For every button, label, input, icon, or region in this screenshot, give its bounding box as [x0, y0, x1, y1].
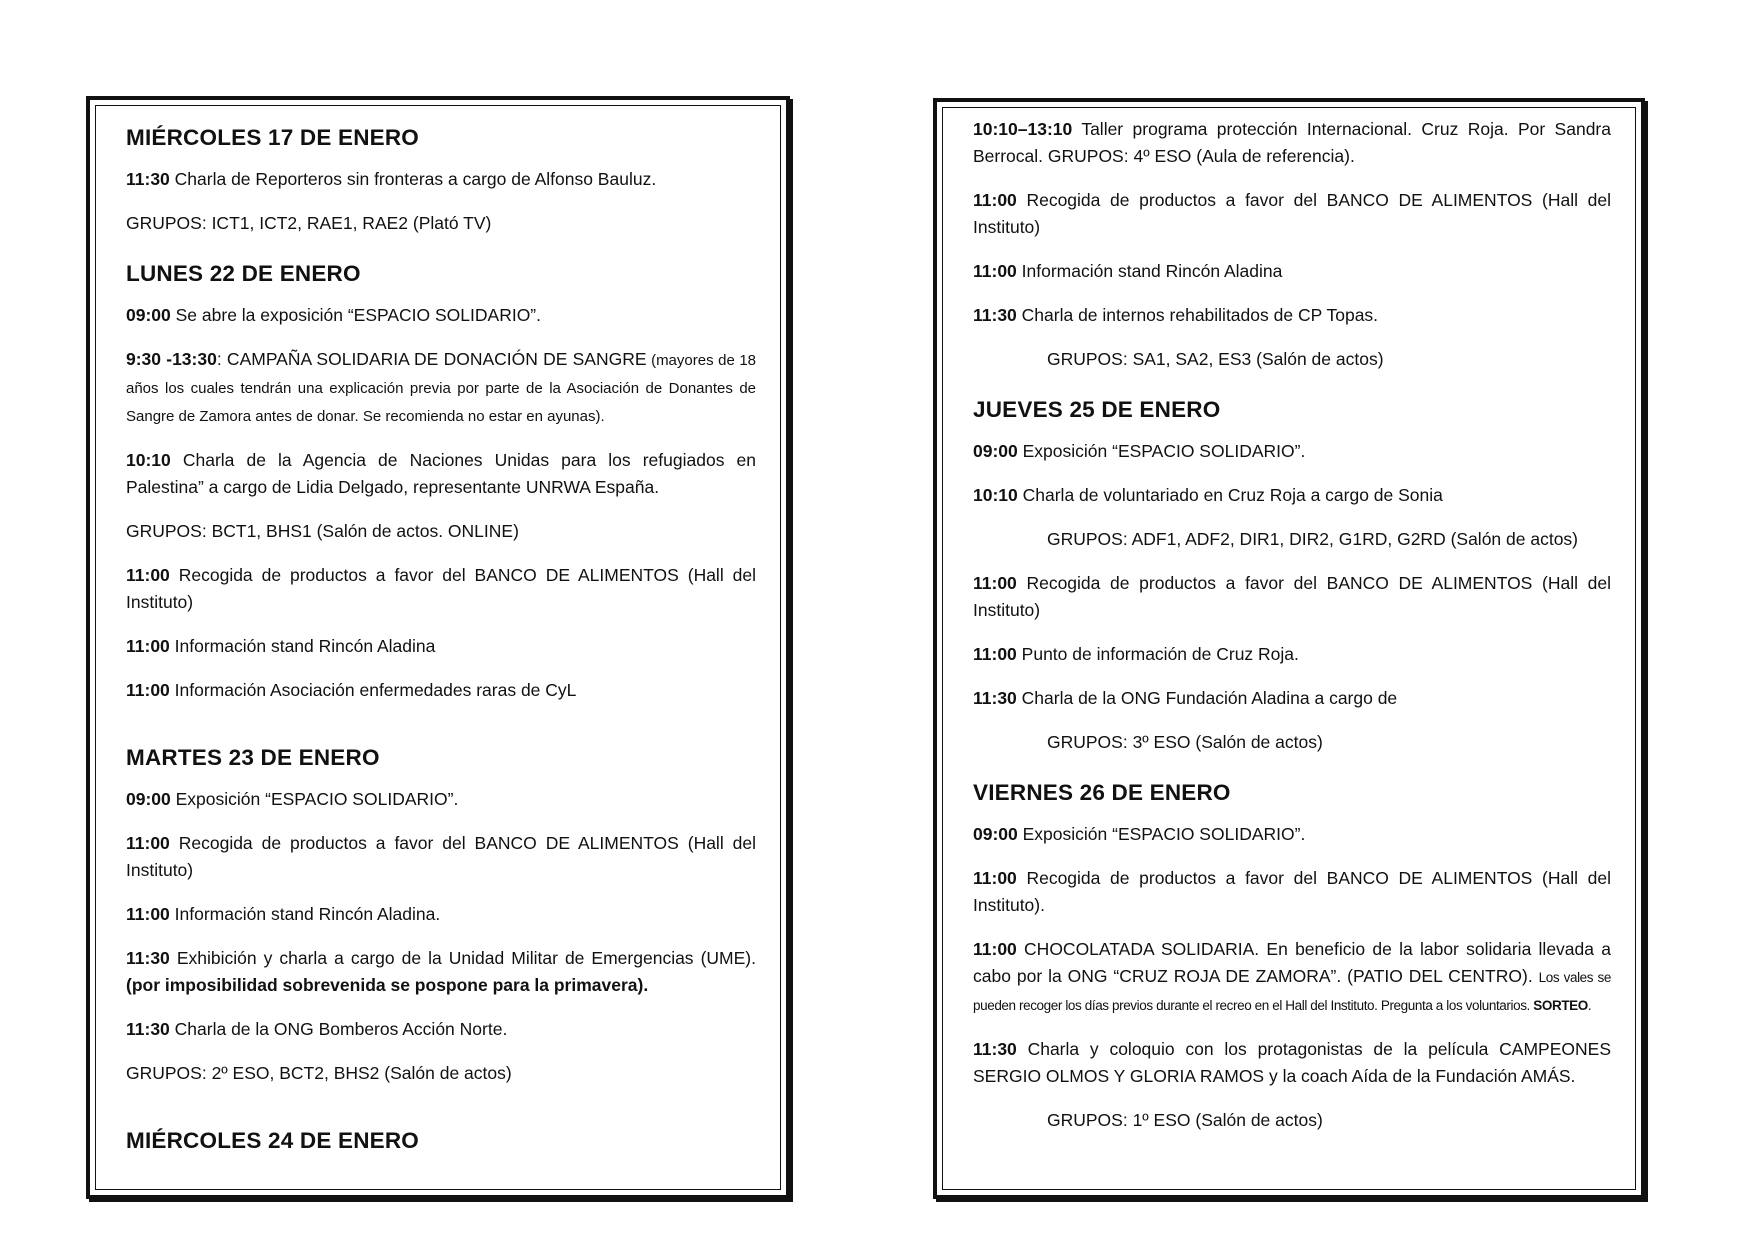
right-panel-inner	[942, 107, 1636, 1190]
entry-text: Punto de información de Cruz Roja.	[1016, 644, 1299, 664]
entry-time: 09:00	[126, 305, 171, 325]
spacer	[126, 1104, 756, 1121]
entry-text: Charla de la ONG Bomberos Acción Norte.	[169, 1019, 508, 1039]
entry-text: Recogida de productos a favor del BANCO DE ALIMENTOS (Hall del Instituto)	[126, 833, 756, 880]
schedule-entry	[973, 438, 1611, 465]
entry-text: Taller programa protección Internacional. Cruz Roja. Por Sandra Berrocal. GRUPOS: 4º ESO (Aula de referencia).	[973, 119, 1611, 166]
entry-text: Recogida de productos a favor del BANCO DE ALIMENTOS (Hall del Instituto).	[973, 868, 1611, 915]
entry-time: 11:00	[126, 565, 170, 585]
schedule-entry	[126, 302, 756, 329]
entry-text: Exposición “ESPACIO SOLIDARIO”.	[1017, 824, 1306, 844]
entry-text: Charla de la ONG Fundación Aladina a cargo de	[1016, 688, 1398, 708]
schedule-entry	[126, 786, 756, 813]
schedule-entry	[973, 116, 1611, 170]
entry-time: 09:00	[973, 441, 1018, 461]
groups-line: GRUPOS: 2º ESO, BCT2, BHS2 (Salón de actos)	[126, 1063, 512, 1083]
entry-text: Charla de la Agencia de Naciones Unidas para los refugiados en Palestina” a cargo de Lidia Delgado, representante UNRWA España.	[126, 450, 756, 497]
schedule-entry	[126, 945, 756, 999]
schedule-entry	[973, 641, 1611, 668]
schedule-entry	[126, 901, 756, 928]
schedule-entry	[973, 187, 1611, 241]
entry-time: 11:00	[126, 680, 170, 700]
day-heading-24: MIÉRCOLES 24 DE ENERO	[126, 1128, 420, 1153]
entry-text: Charla de Reporteros sin fronteras a cargo de Alfonso Bauluz.	[169, 169, 657, 189]
raffle-label: SORTEO	[1533, 998, 1588, 1013]
entry-text: Charla de voluntariado en Cruz Roja a cargo de Sonia	[1017, 485, 1443, 505]
entry-text: Información stand Rincón Aladina	[169, 636, 436, 656]
entry-text: Recogida de productos a favor del BANCO DE ALIMENTOS (Hall del Instituto)	[973, 190, 1611, 237]
entry-time: 11:00	[973, 261, 1017, 281]
day-heading-26: VIERNES 26 DE ENERO	[973, 780, 1231, 805]
schedule-entry	[973, 936, 1611, 1019]
day-heading-23: MARTES 23 DE ENERO	[126, 745, 380, 770]
schedule-entry	[126, 830, 756, 884]
entry-time: 10:10–13:10	[973, 119, 1073, 139]
entry-text: Información stand Rincón Aladina	[1016, 261, 1283, 281]
schedule-entry	[126, 677, 756, 704]
entry-text: Charla de internos rehabilitados de CP Topas.	[1016, 305, 1379, 325]
entry-time: 11:30	[126, 948, 170, 968]
entry-time: 11:00	[126, 636, 170, 656]
entry-time: 10:10	[126, 450, 171, 470]
left-panel-inner	[95, 105, 781, 1190]
entry-time: 11:30	[973, 305, 1017, 325]
spacer	[126, 721, 756, 738]
schedule-entry	[973, 685, 1611, 712]
schedule-entry	[973, 821, 1611, 848]
schedule-entry	[973, 1036, 1611, 1090]
entry-time: 11:30	[126, 1019, 170, 1039]
entry-note-end: .	[1587, 998, 1592, 1013]
entry-text: Exposición “ESPACIO SOLIDARIO”.	[1017, 441, 1306, 461]
entry-text: Exhibición y charla a cargo de la Unidad Militar de Emergencias (UME).	[169, 948, 756, 968]
entry-time: 11:00	[973, 868, 1017, 888]
entry-text: : CAMPAÑA SOLIDARIA DE DONACIÓN DE SANGRE	[216, 349, 647, 369]
groups-line: GRUPOS: SA1, SA2, ES3 (Salón de actos)	[1047, 349, 1384, 369]
schedule-entry	[126, 346, 756, 430]
entry-text: Se abre la exposición “ESPACIO SOLIDARIO”.	[170, 305, 541, 325]
entry-postponed-note: (por imposibilidad sobrevenida se pospone para la primavera).	[126, 975, 649, 995]
groups-line: GRUPOS: ICT1, ICT2, RAE1, RAE2 (Plató TV)	[126, 213, 492, 233]
schedule-entry	[126, 633, 756, 660]
entry-text: Información Asociación enfermedades raras de CyL	[169, 680, 577, 700]
entry-time: 11:00	[126, 833, 170, 853]
schedule-entry	[126, 562, 756, 616]
entry-time: 11:00	[973, 190, 1017, 210]
entry-text: CHOCOLATADA SOLIDARIA. En beneficio de la labor solidaria llevada a cabo por la ONG “CRUZ ROJA DE ZAMORA”. (PATIO DEL CENTRO).	[973, 939, 1611, 986]
entry-text: Información stand Rincón Aladina.	[169, 904, 441, 924]
right-schedule-panel	[933, 98, 1645, 1199]
schedule-entry	[973, 258, 1611, 285]
schedule-entry	[973, 570, 1611, 624]
entry-time: 11:30	[126, 169, 170, 189]
entry-time: 11:30	[973, 688, 1017, 708]
entry-time: 11:00	[126, 904, 170, 924]
entry-text: Recogida de productos a favor del BANCO DE ALIMENTOS (Hall del Instituto)	[973, 573, 1611, 620]
entry-time: 09:00	[973, 824, 1018, 844]
entry-text: Recogida de productos a favor del BANCO DE ALIMENTOS (Hall del Instituto)	[126, 565, 756, 612]
schedule-entry	[973, 865, 1611, 919]
groups-line: GRUPOS: 3º ESO (Salón de actos)	[1047, 732, 1323, 752]
groups-line: GRUPOS: BCT1, BHS1 (Salón de actos. ONLINE)	[126, 521, 519, 541]
left-schedule-panel	[86, 96, 790, 1199]
entry-note: (mayores de 18 años los cuales tendrán una explicación previa por parte de la Asociación de Donantes de Sangre de Zamora antes de donar. Se recomienda no estar en ayunas).	[126, 352, 757, 425]
day-heading-22: LUNES 22 DE ENERO	[126, 261, 361, 286]
schedule-entry	[126, 1016, 756, 1043]
entry-time: 11:00	[973, 573, 1017, 593]
entry-time: 09:00	[126, 789, 171, 809]
schedule-entry	[973, 302, 1611, 329]
entry-time: 11:30	[973, 1039, 1017, 1059]
schedule-entry	[973, 482, 1611, 509]
entry-time: 11:00	[973, 939, 1017, 959]
schedule-entry	[126, 166, 756, 193]
day-heading-17: MIÉRCOLES 17 DE ENERO	[126, 125, 420, 150]
entry-note: Los vales se pueden recoger los días previos durante el recreo en el Hall del Instituto. Pregunta a los voluntarios.	[973, 970, 1611, 1013]
groups-line: GRUPOS: 1º ESO (Salón de actos)	[1047, 1110, 1323, 1130]
groups-line: GRUPOS: ADF1, ADF2, DIR1, DIR2, G1RD, G2RD (Salón de actos)	[1047, 529, 1578, 549]
day-heading-25: JUEVES 25 DE ENERO	[973, 397, 1221, 422]
entry-text: Exposición “ESPACIO SOLIDARIO”.	[170, 789, 459, 809]
entry-time: 10:10	[973, 485, 1018, 505]
entry-time: 11:00	[973, 644, 1017, 664]
schedule-entry	[126, 447, 756, 501]
entry-text: Charla y coloquio con los protagonistas de la película CAMPEONES SERGIO OLMOS Y GLORIA RAMOS y la coach Aída de la Fundación AMÁS.	[973, 1039, 1611, 1086]
entry-time: 9:30 -13:30	[126, 349, 217, 369]
